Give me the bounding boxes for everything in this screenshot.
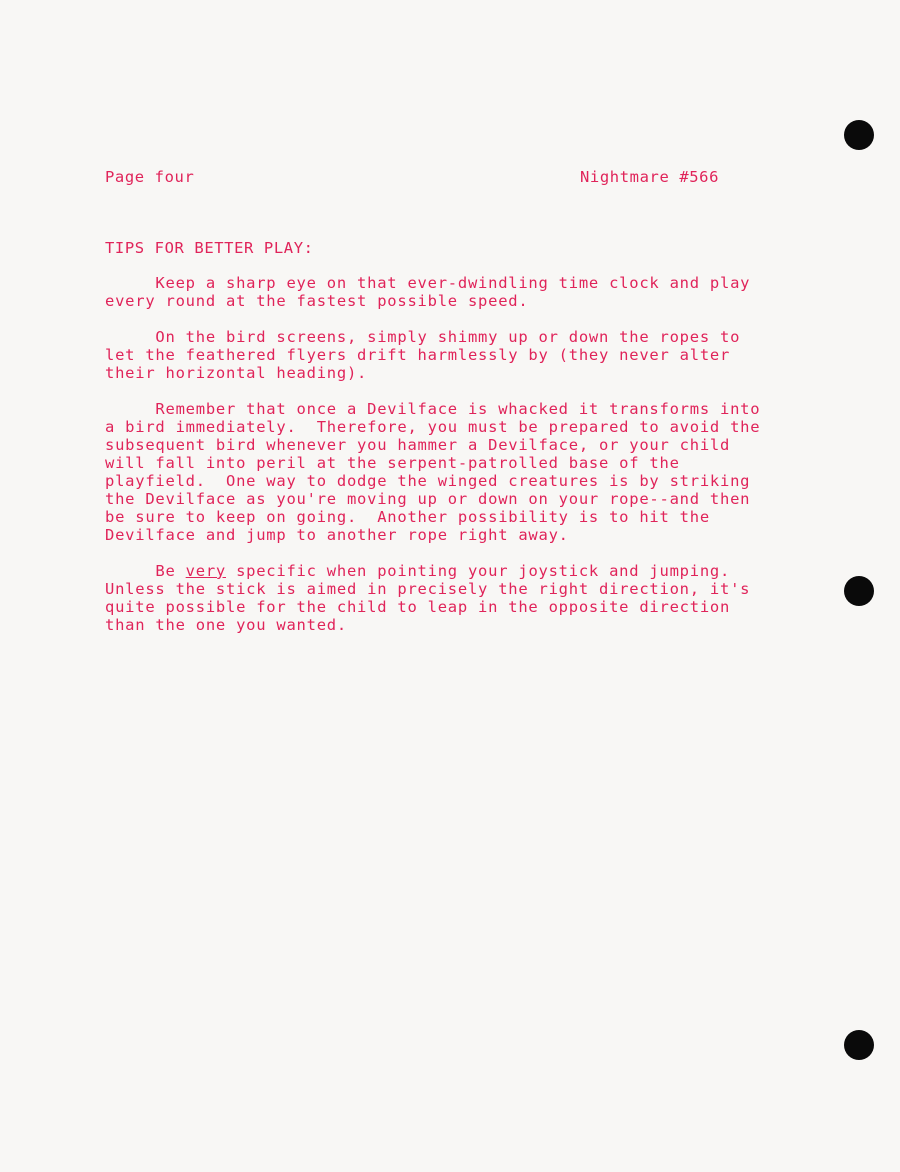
- text-line: Devilface and jump to another rope right away.: [105, 526, 569, 544]
- paragraph: [105, 274, 805, 310]
- punch-hole: [844, 120, 874, 150]
- punch-hole: [844, 576, 874, 606]
- text-line: every round at the fastest possible speed.: [105, 292, 529, 310]
- text-line: be sure to keep on going. Another possibility is to hit the: [105, 508, 710, 526]
- text-line: quite possible for the child to leap in the opposite direction: [105, 598, 731, 616]
- text-line: subsequent bird whenever you hammer a Devilface, or your child: [105, 436, 731, 454]
- body-text: [105, 274, 805, 652]
- paragraph: [105, 562, 805, 634]
- page-number: Page four: [105, 168, 195, 186]
- document-id: Nightmare #566: [580, 168, 720, 186]
- paragraph: [105, 328, 805, 382]
- text-line: the Devilface as you're moving up or down on your rope--and then: [105, 490, 751, 508]
- text-line: Keep a sharp eye on that ever-dwindling time clock and play: [105, 274, 751, 292]
- text-line: Remember that once a Devilface is whacked it transforms into: [105, 400, 761, 418]
- text-segment: specific when pointing your joystick and jumping.: [225, 562, 731, 580]
- emphasized-word: very: [185, 562, 226, 580]
- text-segment: Be: [105, 562, 186, 580]
- text-line: their horizontal heading).: [105, 364, 368, 382]
- text-line: will fall into peril at the serpent-patrolled base of the: [105, 454, 680, 472]
- text-line: let the feathered flyers drift harmlessly by (they never alter: [105, 346, 731, 364]
- section-title: TIPS FOR BETTER PLAY:: [105, 239, 314, 257]
- paragraph: [105, 400, 805, 544]
- page-header: [105, 168, 730, 192]
- text-line: On the bird screens, simply shimmy up or down the ropes to: [105, 328, 741, 346]
- text-line: playfield. One way to dodge the winged creatures is by striking: [105, 472, 751, 490]
- text-line: a bird immediately. Therefore, you must be prepared to avoid the: [105, 418, 761, 436]
- text-line: Unless the stick is aimed in precisely the right direction, it's: [105, 580, 751, 598]
- punch-hole: [844, 1030, 874, 1060]
- text-line: than the one you wanted.: [105, 616, 347, 634]
